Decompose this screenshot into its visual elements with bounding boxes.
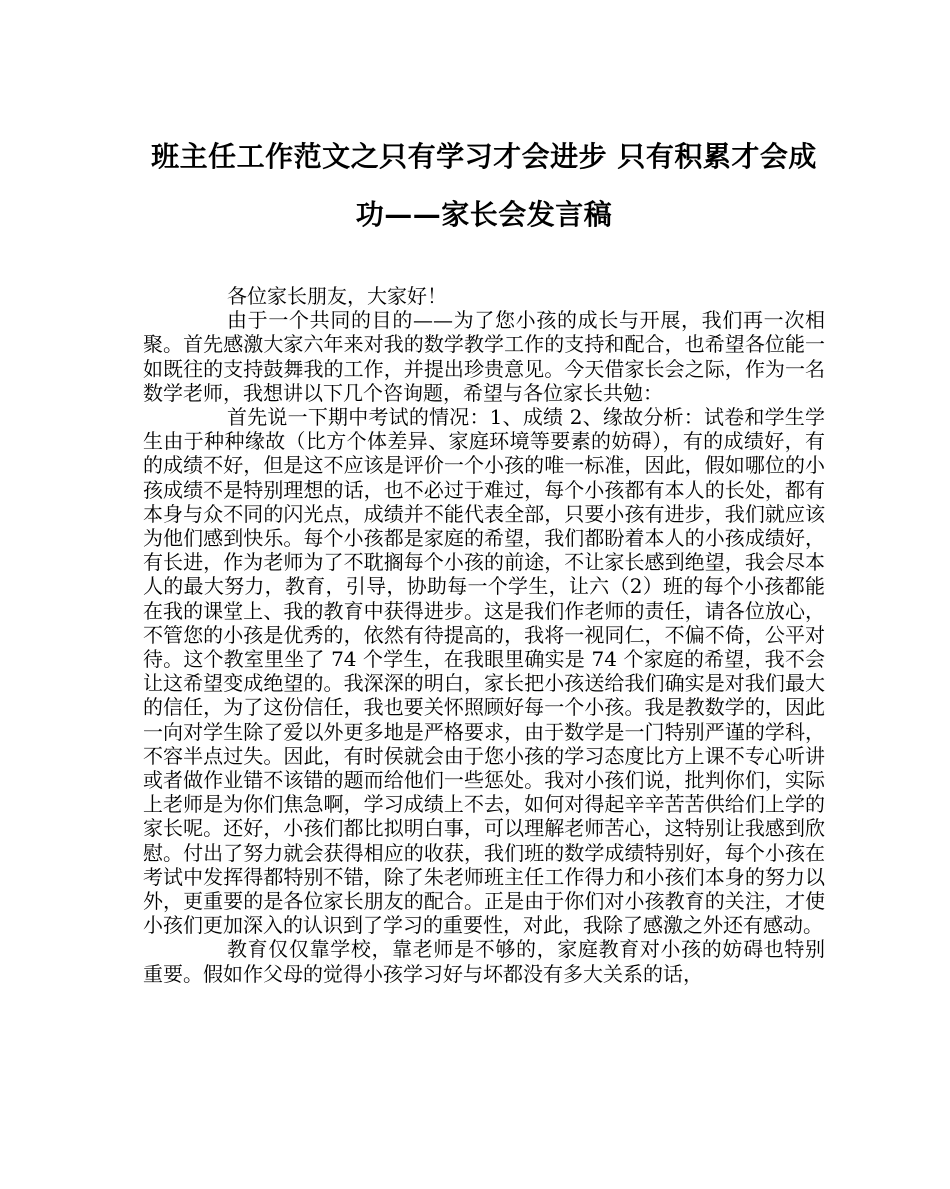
- paragraph-intro: 由于一个共同的目的——为了您小孩的成长与开展，我们再一次相聚。首先感激大家六年来对我的数学教学工作的支持和配合，也希望各位能一如既往的支持鼓舞我的工作，并提出珍贵意见。今天借家长会之际，作为一名数学老师，我想讲以下几个咨询题，希望与各位家长共勉：: [143, 308, 825, 405]
- document-body: [143, 284, 825, 986]
- title-line-2: 功——家长会发言稿: [355, 198, 613, 231]
- document-page: [143, 128, 825, 986]
- paragraph-family-education: 教育仅仅靠学校，靠老师是不够的，家庭教育对小孩的妨碍也特别重要。假如作父母的觉得小孩学习好与坏都没有多大关系的话，: [143, 937, 825, 986]
- document-title: [143, 128, 825, 244]
- title-line-1: 班主任工作范文之只有学习才会进步 只有积累才会成: [151, 140, 817, 173]
- paragraph-exam: 首先说一下期中考试的情况：1、成绩 2、缘故分析：试卷和学生学生由于种种缘故（比方个体差异、家庭环境等要素的妨碍），有的成绩好，有的成绩不好，但是这不应该是评价一个小孩的唯一标准，因此，假如哪位的小孩成绩不是特别理想的话，也不必过于难过，每个小孩都有本人的长处，都有本身与众不同的闪光点，成绩并不能代表全部，只要小孩有进步，我们就应该为他们感到快乐。每个小孩都是家庭的希望，我们都盼着本人的小孩成绩好，有长进，作为老师为了不耽搁每个小孩的前途，不让家长感到绝望，我会尽本人的最大努力，教育，引导，协助每一个学生，让六（2）班的每个小孩都能在我的课堂上、我的教育中获得进步。这是我们作老师的责任，请各位放心，不管您的小孩是优秀的，依然有待提高的，我将一视同仁，不偏不倚，公平对待。这个教室里坐了 74 个学生，在我眼里确实是 74 个家庭的希望，我不会让这希望变成绝望的。我深深的明白，家长把小孩送给我们确实是对我们最大的信任，为了这份信任，我也要关怀照顾好每一个小孩。我是教数学的，因此一向对学生除了爱以外更多地是严格要求，由于数学是一门特别严谨的学科，不容半点过失。因此，有时侯就会由于您小孩的学习态度比方上课不专心听讲或者做作业错不该错的题而给他们一些惩处。我对小孩们说，批判你们，实际上老师是为你们焦急啊，学习成绩上不去，如何对得起辛辛苦苦供给们上学的家长呢。还好，小孩们都比拟明白事，可以理解老师苦心，这特别让我感到欣慰。付出了努力就会获得相应的收获，我们班的数学成绩特别好，每个小孩在考试中发挥得都特别不错，除了朱老师班主任工作得力和小孩们本身的努力以外，更重要的是各位家长朋友的配合。正是由于你们对小孩教育的关注，才使小孩们更加深入的认识到了学习的重要性，对此，我除了感激之外还有感动。: [143, 405, 825, 938]
- paragraph-greeting: 各位家长朋友，大家好！: [227, 284, 447, 308]
